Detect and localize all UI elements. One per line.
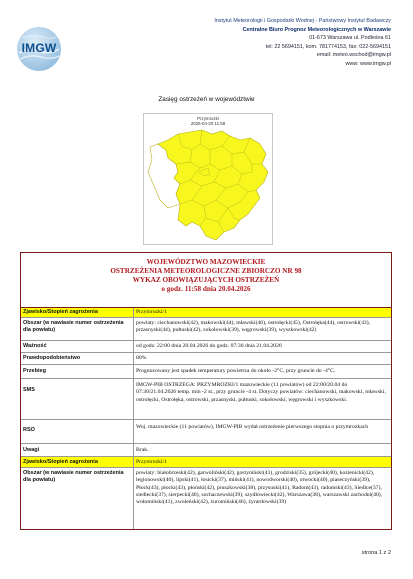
voivodeship-map xyxy=(144,114,272,244)
warning-title-line: OSTRZEŻENIA METEOROLOGICZNE ZBIORCZO NR 98 xyxy=(110,267,302,275)
row-value: Przymrozki/1 xyxy=(136,459,167,465)
table-row-area xyxy=(21,468,391,529)
logo-text: IMGW xyxy=(21,41,57,55)
row-value: IMGW-PIB OSTRZEGA: PRZYMROZKI/1 mazowieckie (11 powiatów) od 22:00/20.04 do 07:30/21.04.2026 temp. min -2 st., przy gruncie -4 st. Dotyczy powiatów: ciechanowski, makowski, mławski, ostrołęcki, Ostrołęka, ostrowski, przasnyski, pułtuski, sokołowski, węgrowski i wyszkowski. xyxy=(136,382,386,403)
table-row-phenomenon xyxy=(21,308,391,318)
row-label: Zjawisko/Stopień zagrożenia xyxy=(23,309,98,315)
row-value: Brak. xyxy=(136,447,149,453)
warning-map xyxy=(143,113,273,245)
row-label: Prawdopodobieństwo xyxy=(23,355,81,361)
row-label: Zjawisko/Stopień zagrożenia xyxy=(23,459,98,465)
row-value: Woj. mazowieckie (11 powiatów), IMGW-PIB wydał ostrzeżenie pierwszego stopnia o przymrozkach xyxy=(136,424,369,430)
table-row-validity xyxy=(21,341,391,353)
row-value: Przymrozki/1 xyxy=(136,309,167,315)
row-label: Przebieg xyxy=(23,368,46,374)
warning-table xyxy=(20,252,392,530)
row-value: 80% xyxy=(136,355,147,361)
map-caption xyxy=(144,116,272,126)
row-label: SMS xyxy=(23,387,35,393)
table-row-course xyxy=(21,365,391,379)
org-name: Instytut Meteorologii i Gospodarki Wodnej - Państwowy Instytut Badawczy xyxy=(214,18,391,24)
row-value: Prognozowany jest spadek temperatury powietrza do około -2°C, przy gruncie do -4°C. xyxy=(136,368,336,374)
email: email: meteo.wschod@imgw.pl xyxy=(316,52,391,59)
row-label: Uwagi xyxy=(23,447,40,453)
row-value: powiaty: ciechanowski(42), makowski(44), mławski(46), ostrołęcki(45), Ostrołęka(44), ostrowski(43), przasnyski(44), pułtuski(42), sokołowski(39), węgrowski(39), wyszkowski(42) xyxy=(136,320,371,334)
address: 01-673 Warszawa ul. Podleśna 61 xyxy=(309,35,391,42)
warning-title-line: WYKAZ OBOWIĄZUJĄCYCH OSTRZEŻEŃ xyxy=(132,276,280,284)
header-block xyxy=(214,17,391,69)
website: www: www.imgw.pl xyxy=(345,60,391,67)
page-number: strona 1 z 2 xyxy=(361,550,391,556)
warning-title-block xyxy=(21,253,391,308)
row-label: RSO xyxy=(23,427,35,433)
table-row-probability xyxy=(21,353,391,365)
row-label: Obszar (w nawiasie numer ostrzeżenia dla powiatu) xyxy=(23,320,124,333)
table-row-phenomenon xyxy=(21,457,391,468)
row-label: Obszar (w nawiasie numer ostrzeżenia dla powiatu) xyxy=(23,470,124,483)
table-row-remarks xyxy=(21,444,391,457)
warning-title-line: o godz. 11:58 dnia 20.04.2026 xyxy=(161,285,251,293)
table-row-sms xyxy=(21,379,391,420)
row-value: powiaty: białobrzeski(42), garwoliński(42), gostyniński(41), grodziski(35), grójecki(40), kozienicki(42), legionowski(40), lipski(41), łosicki(37), miński(41), nowodworski(40), otwocki(40), piaseczyński(39), Płock(43), płocki(43), płoński(42), pruszkowski(38), przysuski(41), Radom(43), radomski(43), Siedlce(37), siedlecki(37), sierpecki(46), sochaczewski(39), szydłowiecki(42), Warszawa(38), warszawski zachodni(40), wołomiński(41), zwoleński(42), żuromiński(46), żyrardowski(39) xyxy=(136,470,383,506)
table-row-area xyxy=(21,318,391,341)
row-label: Ważność xyxy=(23,343,47,349)
map-section-title: Zasięg ostrzeżeń w województwie xyxy=(158,96,255,103)
phone: tel: 22 5694151, kom. 781774153, fax: 022-5694151 xyxy=(265,43,391,50)
imgw-logo xyxy=(17,27,61,71)
table-row-rso xyxy=(21,420,391,444)
map-phenomenon: Przymrozki xyxy=(197,116,219,121)
map-timestamp: 2026-04-20 11:58 xyxy=(190,121,226,126)
warning-title-line: WOJEWÓDZTWO MAZOWIECKIE xyxy=(146,258,266,266)
office-name: Centralne Biuro Prognoz Meteorologicznych w Warszawie xyxy=(242,26,391,33)
row-value: od godz. 22:00 dnia 20.04.2026 do godz. 07:30 dnia 21.04.2026 xyxy=(136,343,282,349)
